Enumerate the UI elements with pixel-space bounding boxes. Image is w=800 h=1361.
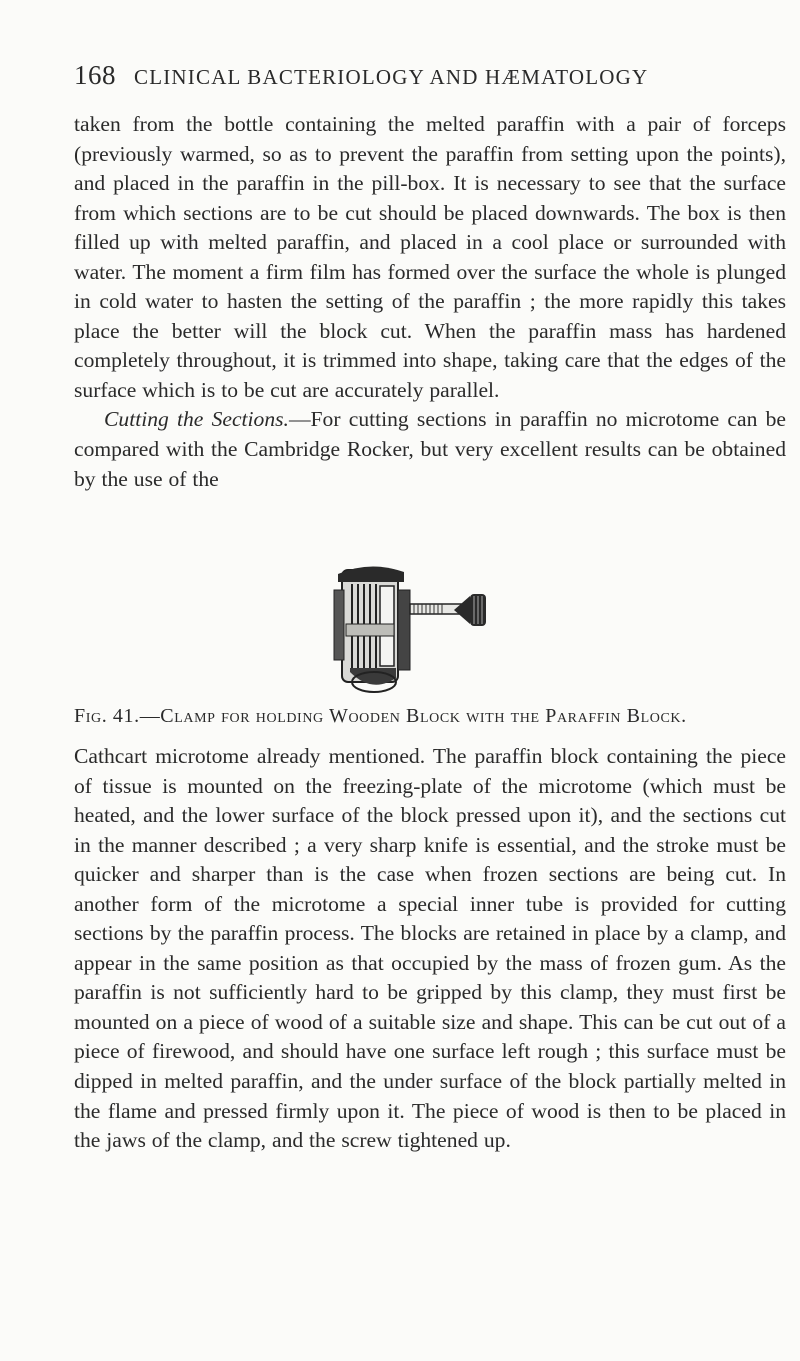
page-number: 168 (74, 60, 116, 90)
running-header (74, 60, 760, 96)
figure-caption (74, 705, 786, 728)
clamp-illustration-icon (330, 560, 500, 696)
running-head-title: CLINICAL BACTERIOLOGY AND HÆMATOLOGY (134, 65, 649, 89)
text-block-lower (74, 742, 786, 1156)
section-heading-cutting: Cutting the Sections. (104, 407, 289, 432)
paragraph-cutting-text: —For cutting sections in paraffin no microtome can be compared with the Cambridge Rocker, but very excellent results can be obtained by the use of the (74, 407, 786, 491)
paragraph-cathcart-microtome: Cathcart microtome already mentioned. The paraffin block containing the piece of tissue is mounted on the freezing-plate of the microtome (which must be heated, and the lower surface of the block pressed upon it), and the sections cut in the manner described ; a very sharp knife is essential, and the stroke must be quicker and sharper than is the case when frozen sections are being cut. In another form of the microtome a special inner tube is provided for cutting sections by the paraffin process. The blocks are retained in place by a clamp, and appear in the same position as that occupied by the mass of frozen gum. As the paraffin is not sufficiently hard to be gripped by this clamp, they must first be mounted on a piece of wood of a suitable size and shape. This can be cut out of a piece of firewood, and should have one surface left rough ; this surface must be dipped in melted paraffin, and the under surface of the block partially melted in the flame and pressed firmly upon it. The piece of wood is then to be placed in the jaws of the clamp, and the screw tightened up. (74, 744, 786, 1153)
paragraph-paraffin-embedding: taken from the bottle containing the melted paraffin with a pair of forceps (previously warmed, so as to prevent the paraffin from setting upon the points), and placed in the paraffin in the pill-box. It is necessary to see that the surface from which sections are to be cut should be placed downwards. The box is then filled up with melted paraffin, and placed in a cool place or surrounded with water. The moment a firm film has formed over the surface the whole is plunged in cold water to hasten the setting of the paraffin ; the more rapidly this takes place the better will the block cut. When the paraffin mass has hardened completely throughout, it is trimmed into shape, taking care that the edges of the surface which is to be cut are accurately parallel. (74, 112, 786, 402)
figure-caption-text: —Clamp for holding Wooden Block with the Paraffin Block. (139, 705, 687, 727)
paragraph-cutting-sections (74, 405, 786, 494)
text-block-upper (74, 110, 786, 494)
figure-label: Fig. 41. (74, 705, 140, 727)
